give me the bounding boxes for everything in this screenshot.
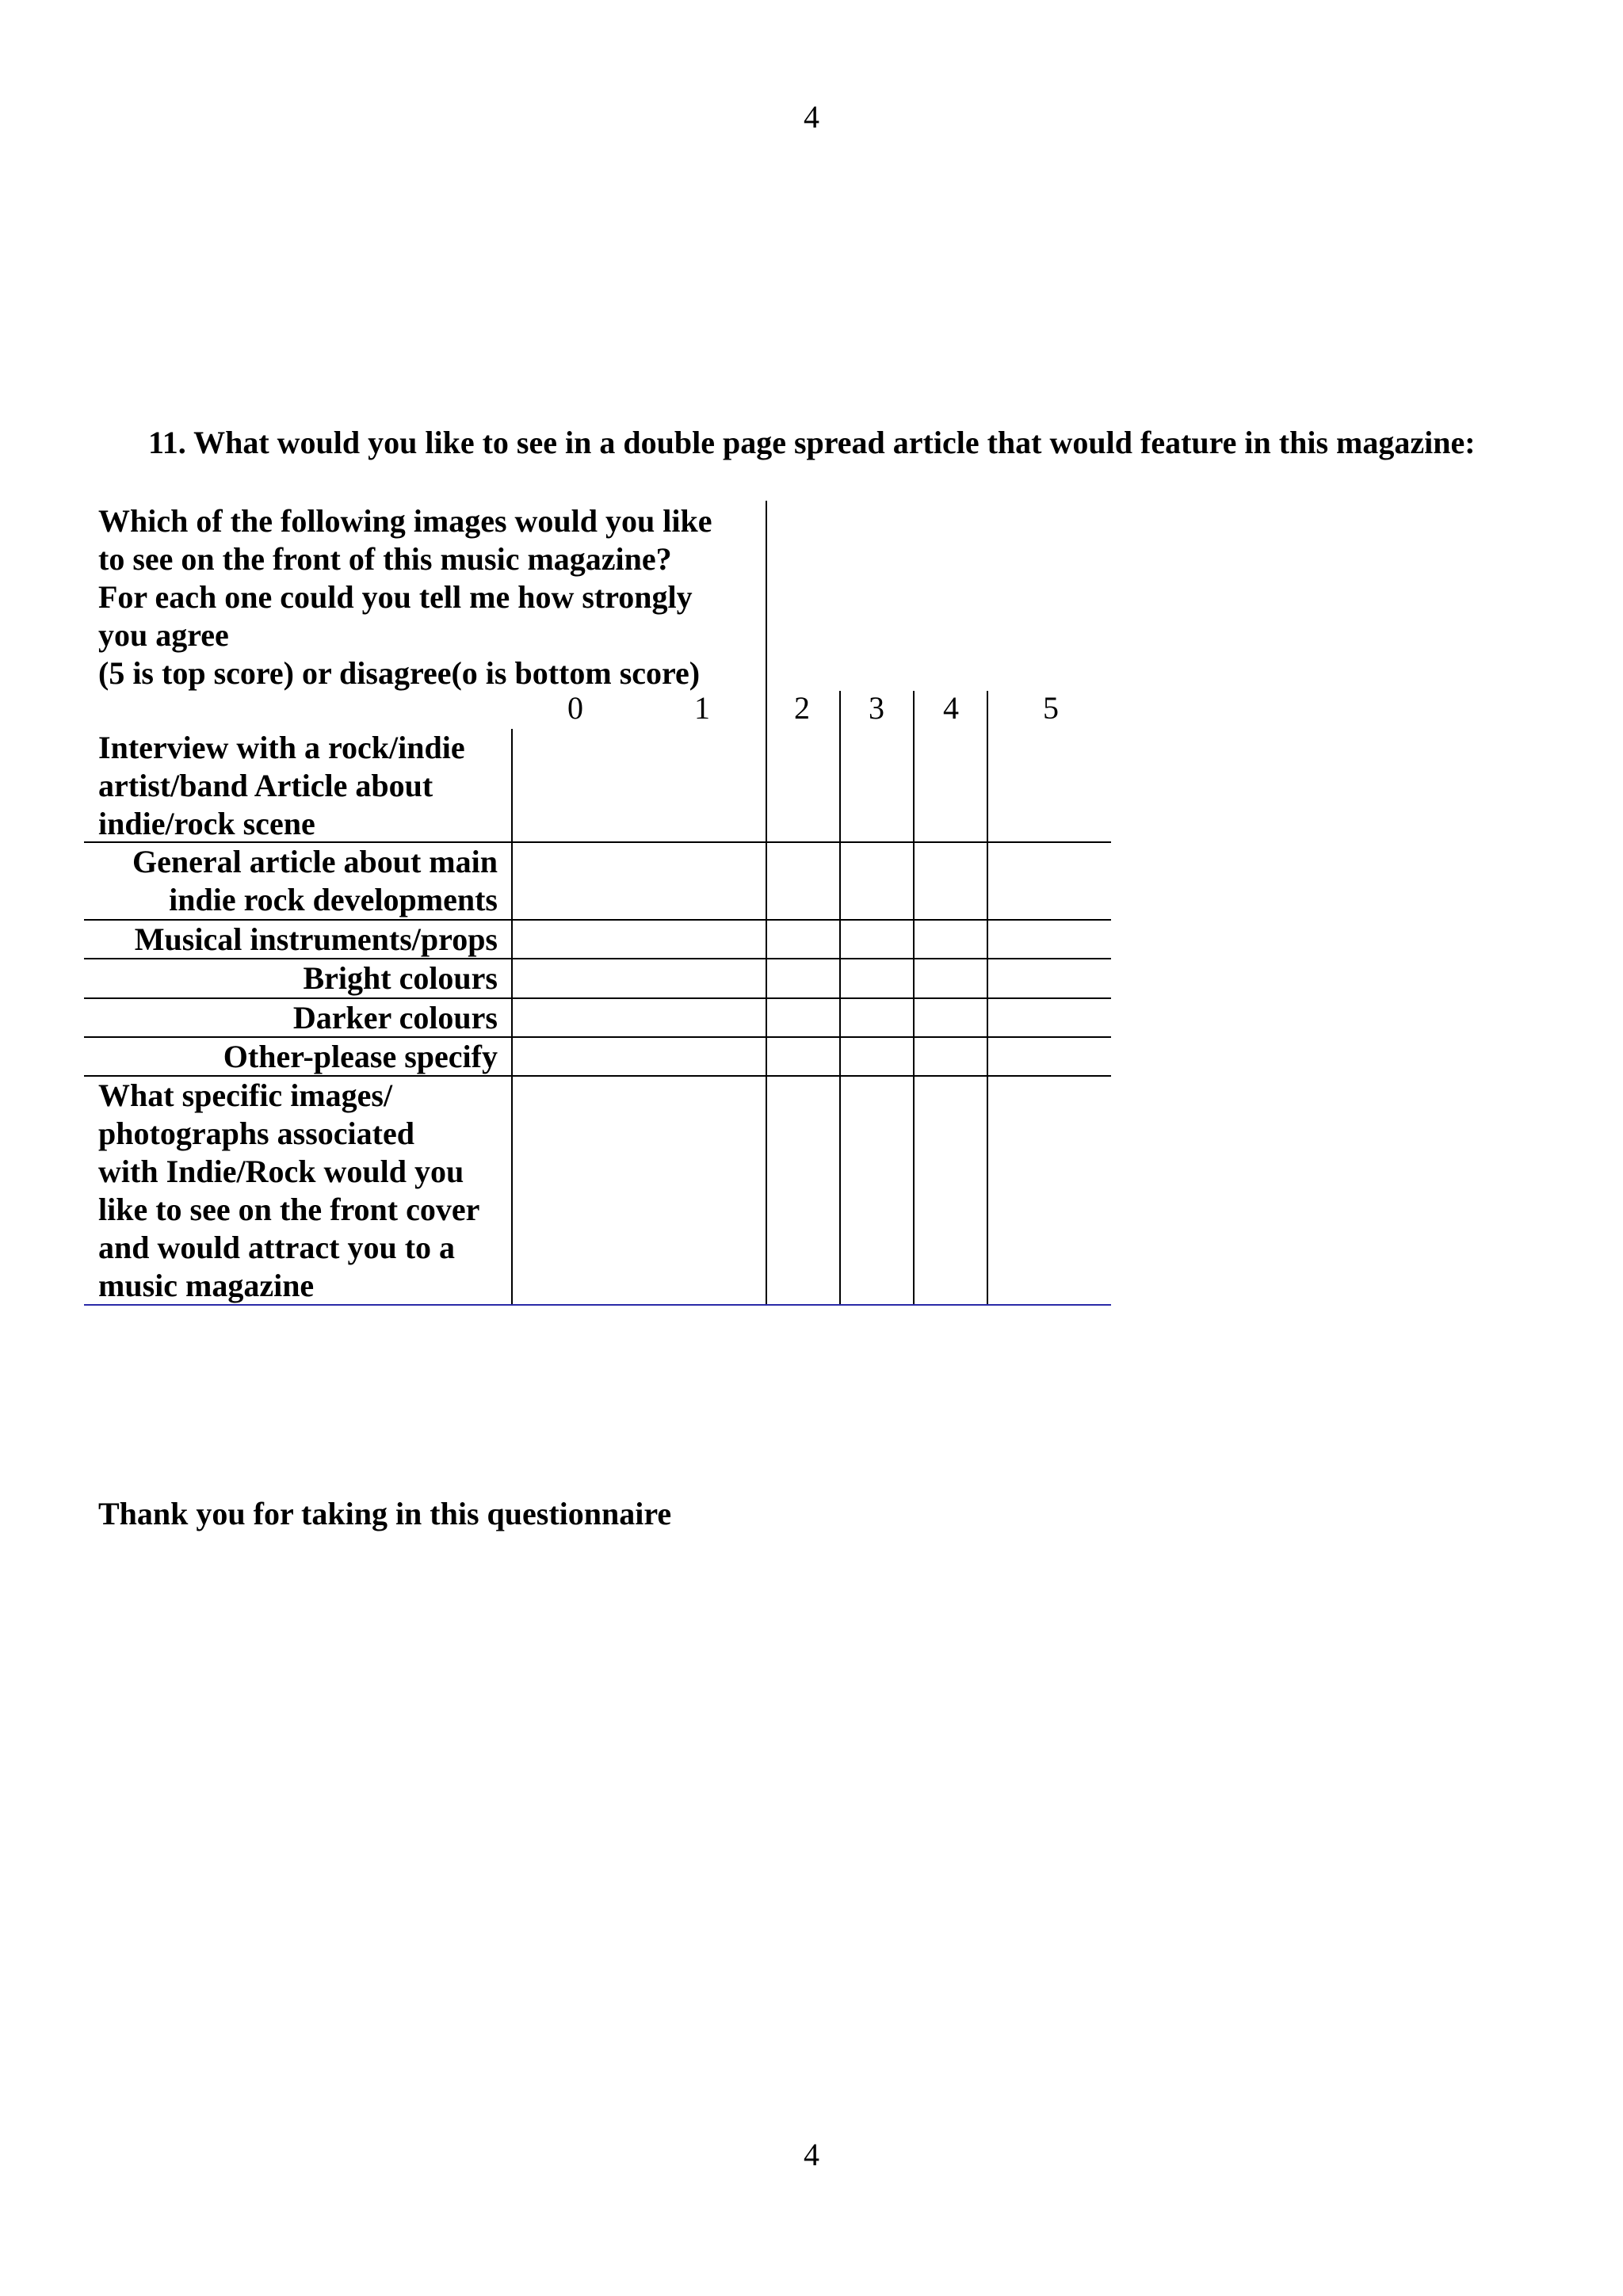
thank-you-note: Thank you for taking in this questionnaire [98,1496,672,1531]
scale-label-4: 4 [943,690,959,726]
intro-line: For each one could you tell me how strongly [98,579,693,615]
row-label-line: photographs associated [98,1116,414,1151]
row-label-bright-colours [303,959,498,997]
row-label-interview [98,729,465,843]
intro-line: Which of the following images would you like [98,503,712,539]
page-number-top: 4 [804,99,819,135]
row-label-line: Darker colours [292,1000,498,1035]
intro-line: you agree [98,617,229,653]
row-label-general-article [132,843,498,919]
row-label-line: General article about main [132,844,498,879]
intro-line: to see on the front of this music magazine? [98,541,672,577]
question-11: 11. What would you like to see in a double page spread article that would feature in this magazine: [148,425,1476,460]
scale-label-3: 3 [869,690,884,726]
column-divider-4 [913,729,915,1306]
row-label-line: like to see on the front cover [98,1192,480,1227]
scale-divider [766,691,767,729]
row-label-line: indie rock developments [169,882,498,917]
row-label-line: indie/rock scene [98,806,315,841]
row-label-line: Other-please specify [223,1039,498,1074]
row-label-line: music magazine [98,1268,315,1303]
row-label-line: with Indie/Rock would you [98,1154,464,1189]
row-label-line: What specific images/ [98,1077,393,1113]
table-intro [98,502,780,692]
row-label-other [223,1038,498,1076]
column-divider-5 [987,729,988,1306]
column-divider-label [511,729,513,1306]
header-divider [766,501,767,691]
row-label-darker-colours [293,999,498,1037]
scale-divider [987,691,988,729]
column-divider-3 [839,729,841,1306]
scale-label-0: 0 [567,690,583,726]
row-label-line: Musical instruments/props [134,921,498,957]
page-number-bottom: 4 [804,2137,819,2172]
scale-label-2: 2 [794,690,810,726]
scale-label-1: 1 [694,690,710,726]
intro-line: (5 is top score) or disagree(o is bottom score) [98,655,701,691]
row-label-line: Interview with a rock/indie [98,730,465,765]
row-rule [84,997,1111,999]
scale-divider [839,691,841,729]
row-label-line: and would attract you to a [98,1230,456,1265]
row-label-specific-images [98,1077,479,1305]
row-label-instruments [135,921,498,959]
column-divider-2 [766,729,767,1306]
row-label-line: Bright colours [303,960,498,996]
scale-label-5: 5 [1043,690,1059,726]
row-label-line: artist/band Article about [98,768,433,803]
scale-divider [913,691,915,729]
